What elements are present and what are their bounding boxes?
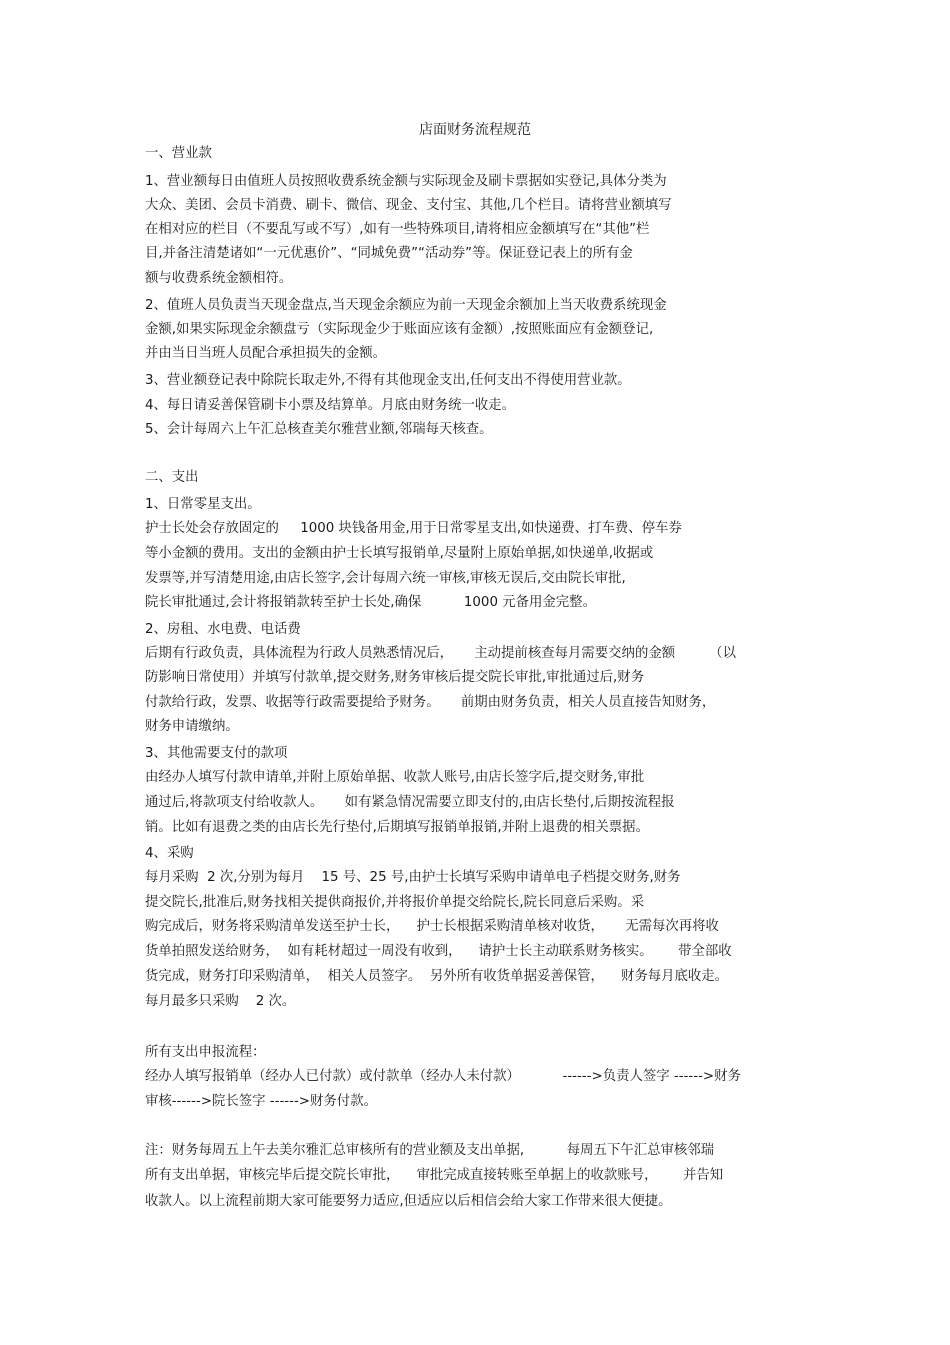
- paragraph-line: 金额,如果实际现金余额盘亏（实际现金少于账面应该有金额）,按照账面应有金额登记,: [145, 322, 654, 337]
- paragraph-line: 3、营业额登记表中除院长取走外,不得有其他现金支出,任何支出不得使用营业款。: [145, 373, 631, 388]
- paragraph-line: 销。比如有退费之类的由店长先行垫付,后期填写报销单报销,并附上退费的相关票据。: [145, 820, 649, 835]
- paragraph-line: 等小金额的费用。支出的金额由护士长填写报销单,尽量附上原始单据,如快递单,收据或: [145, 546, 654, 561]
- paragraph-line: 由经办人填写付款申请单,并附上原始单据、收款人账号,由店长签字后,提交财务,审批: [145, 770, 645, 785]
- paragraph-line: 货完成，财务打印采购清单， 相关人员签字。 另外所有收货单据妥善保管， 财务每月底收走。: [145, 969, 729, 984]
- paragraph-line: 付款给行政，发票、收据等行政需要提给予财务。 前期由财务负责，相关人员直接告知财务，: [145, 695, 716, 710]
- paragraph-line: 4、每日请妥善保管刷卡小票及结算单。月底由财务统一收走。: [145, 398, 516, 413]
- note-line: 收款人。以上流程前期大家可能要努力适应,但适应以后相信会给大家工作带来很大便捷。: [145, 1194, 672, 1209]
- paragraph-line: 护士长处会存放固定的 1000 块钱备用金,用于日常零星支出,如快递费、打车费、停车券: [145, 521, 682, 536]
- paragraph-line: 经办人填写报销单（经办人已付款）或付款单（经办人未付款） ------>负责人签字 ------>财务: [145, 1069, 741, 1084]
- paragraph-line: 货单拍照发送给财务， 如有耗材超过一周没有收到， 请护士长主动联系财务核实。 带全部收: [145, 944, 732, 959]
- document-title: 店面财务流程规范: [419, 122, 531, 138]
- subsection-heading: 4、采购: [145, 846, 194, 861]
- paragraph-line: 1、营业额每日由值班人员按照收费系统金额与实际现金及刷卡票据如实登记,具体分类为: [145, 174, 667, 189]
- paragraph-line: 大众、美团、会员卡消费、刷卡、微信、现金、支付宝、其他,几个栏目。请将营业额填写: [145, 198, 672, 213]
- subsection-heading: 2、房租、水电费、电话费: [145, 622, 301, 637]
- paragraph-line: 后期有行政负责，具体流程为行政人员熟悉情况后， 主动提前核查每月需要交纳的金额 （以: [145, 646, 736, 661]
- paragraph-line: 目,并备注清楚诸如“一元优惠价”、“同城免费”“活动券”等。保证登记表上的所有金: [145, 246, 633, 261]
- paragraph-line: 财务申请缴纳。: [145, 719, 239, 734]
- note-line: 所有支出单据，审核完毕后提交院长审批， 审批完成直接转账至单据上的收款账号， 并告知: [145, 1168, 724, 1183]
- section-heading-expenditure: 二、支出: [145, 470, 199, 485]
- paragraph-line: 防影响日常使用）并填写付款单,提交财务,财务审核后提交院长审批,审批通过后,财务: [145, 670, 645, 685]
- paragraph-line: 2、值班人员负责当天现金盘点,当天现金余额应为前一天现金余额加上当天收费系统现金: [145, 298, 667, 313]
- paragraph-line: 审核------>院长签字 ------>财务付款。: [145, 1094, 377, 1109]
- section-heading-expense-process: 所有支出申报流程：: [145, 1045, 266, 1060]
- paragraph-line: 提交院长,批准后,财务找相关提供商报价,并将报价单提交给院长,院长同意后采购。采: [145, 895, 645, 910]
- section-heading-business-income: 一、营业款: [145, 146, 212, 161]
- paragraph-line: 并由当日当班人员配合承担损失的金额。: [145, 346, 387, 361]
- paragraph-line: 发票等,并写清楚用途,由店长签字,会计每周六统一审核,审核无误后,交由院长审批,: [145, 571, 626, 586]
- paragraph-line: 院长审批通过,会计将报销款转至护士长处,确保 1000 元备用金完整。: [145, 595, 596, 610]
- subsection-heading: 1、日常零星支出。: [145, 497, 261, 512]
- note-line: 注：财务每周五上午去美尔雅汇总审核所有的营业额及支出单据, 每周五下午汇总审核邻瑞: [145, 1143, 715, 1158]
- paragraph-line: 每月采购 2 次,分别为每月 15 号、25 号,由护士长填写采购申请单电子档提交财务,财务: [145, 870, 681, 885]
- paragraph-line: 5、会计每周六上午汇总核查美尔雅营业额,邻瑞每天核查。: [145, 422, 493, 437]
- paragraph-line: 购完成后，财务将采购清单发送至护士长， 护士长根据采购清单核对收货， 无需每次再将收: [145, 919, 719, 934]
- paragraph-line: 额与收费系统金额相符。: [145, 271, 293, 286]
- paragraph-line: 每月最多只采购 2 次。: [145, 994, 296, 1009]
- paragraph-line: 通过后,将款项支付给收款人。 如有紧急情况需要立即支付的,由店长垫付,后期按流程报: [145, 795, 675, 810]
- paragraph-line: 在相对应的栏目（不要乱写或不写）,如有一些特殊项目,请将相应金额填写在“其他”栏: [145, 222, 650, 237]
- subsection-heading: 3、其他需要支付的款项: [145, 746, 288, 761]
